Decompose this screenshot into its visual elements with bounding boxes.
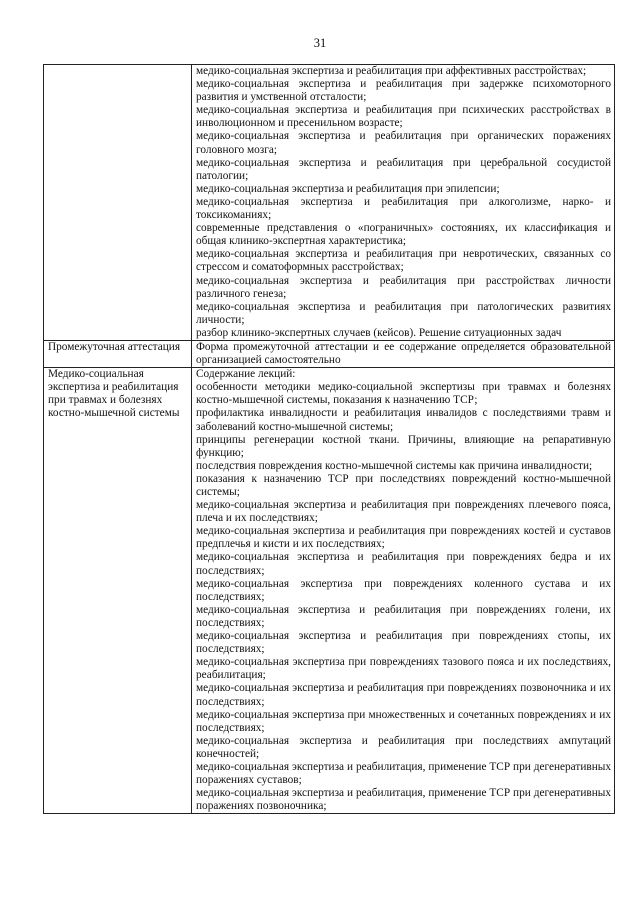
content-line: современные представления о «пограничных» состояниях, их классификация и общая клинико-экспертная характеристика; <box>196 222 611 248</box>
content-line: медико-социальная экспертиза и реабилитация при расстройствах личности различного генеза; <box>196 274 611 300</box>
content-line: медико-социальная экспертиза и реабилитация при повреждениях бедра и их последствиях; <box>196 551 611 577</box>
curriculum-table <box>43 64 615 814</box>
content-line: медико-социальная экспертиза и реабилитация при повреждениях костей и суставов предплечья и кисти и их последствиях; <box>196 525 611 551</box>
content-line: показания к назначению ТСР при последствиях повреждений костно-мышечной системы; <box>196 472 611 498</box>
content-line: медико-социальная экспертиза и реабилитация при аффективных расстройствах; <box>196 65 587 77</box>
content-line: особенности методики медико-социальной экспертизы при травмах и болезнях костно-мышечной системы, показания к назначению ТСР; <box>196 381 611 407</box>
content-line: медико-социальная экспертиза и реабилитация при патологических развитиях личности; <box>196 300 611 326</box>
content-line: последствия повреждения костно-мышечной системы как причина инвалидности; <box>196 459 593 472</box>
content-line: медико-социальная экспертиза и реабилитация при задержке психомоторного развития и умственной отсталости; <box>196 78 611 104</box>
content-line: медико-социальная экспертиза и реабилитация при органических поражениях головного мозга; <box>196 130 611 156</box>
section-title-cell: Промежуточная аттестация <box>44 340 192 367</box>
content-line: медико-социальная экспертиза и реабилитация при повреждениях плечевого пояса, плеча и их последствиях; <box>196 499 611 525</box>
content-line: медико-социальная экспертиза и реабилитация при алкоголизме, нарко- и токсикоманиях; <box>196 195 611 222</box>
content-line: принципы регенерации костной ткани. Причины, влияющие на репаративную функцию; <box>196 433 611 459</box>
content-line: медико-социальная экспертиза и реабилитация при повреждениях стопы, их последствиях; <box>196 630 611 656</box>
content-line: медико-социальная экспертиза и реабилитация при невротических, связанных со стрессом и соматоформных расстройствах; <box>196 248 611 274</box>
content-line: медико-социальная экспертиза при повреждениях коленного сустава и их последствиях; <box>196 577 611 603</box>
content-line: профилактика инвалидности и реабилитация инвалидов с последствиями травм и заболеваний костно-мышечной системы; <box>196 407 611 433</box>
table-row <box>44 65 615 341</box>
content-line: медико-социальная экспертиза и реабилитация при повреждениях позвоночника и их последствиях; <box>196 682 611 708</box>
section-title-cell: Медико-социальная экспертиза и реабилитация при травмах и болезнях костно-мышечной системы <box>44 368 192 814</box>
content-line: медико-социальная экспертиза и реабилитация, применение ТСР при дегенеративных поражениях суставов; <box>196 760 611 787</box>
content-line: медико-социальная экспертиза и реабилитация при последствиях ампутаций конечностей; <box>196 734 611 760</box>
table-row <box>44 340 615 367</box>
content-line: медико-социальная экспертиза и реабилитация при эпилепсии; <box>196 182 500 195</box>
content-line: медико-социальная экспертиза при повреждениях тазового пояса и их последствиях, реабилитация; <box>196 656 611 682</box>
content-line: медико-социальная экспертиза и реабилитация при психических расстройствах в инволюционном и пресенильном возрасте; <box>196 104 611 130</box>
content-line: Форма промежуточной аттестации и ее содержание определяется образовательной организацией самостоятельно <box>196 340 611 367</box>
table-row <box>44 368 615 814</box>
content-line: медико-социальная экспертиза и реабилитация при церебральной сосудистой патологии; <box>196 156 611 182</box>
content-line: медико-социальная экспертиза и реабилитация, применение ТСР при дегенеративных поражениях позвоночника; <box>196 787 611 813</box>
content-line: разбор клинико-экспертных случаев (кейсов). Решение ситуационных задач <box>196 326 562 339</box>
section-content-cell <box>192 340 615 367</box>
section-content-cell <box>192 65 615 341</box>
content-line: медико-социальная экспертиза и реабилитация при повреждениях голени, их последствиях; <box>196 603 611 629</box>
page-number: 31 <box>313 36 327 50</box>
content-line: медико-социальная экспертиза при множественных и сочетанных повреждениях и их последствиях; <box>196 708 611 734</box>
curriculum-table-body <box>44 65 615 814</box>
section-title-cell <box>44 65 192 341</box>
content-line: Содержание лекций: <box>196 368 296 381</box>
section-content-cell <box>192 368 615 814</box>
